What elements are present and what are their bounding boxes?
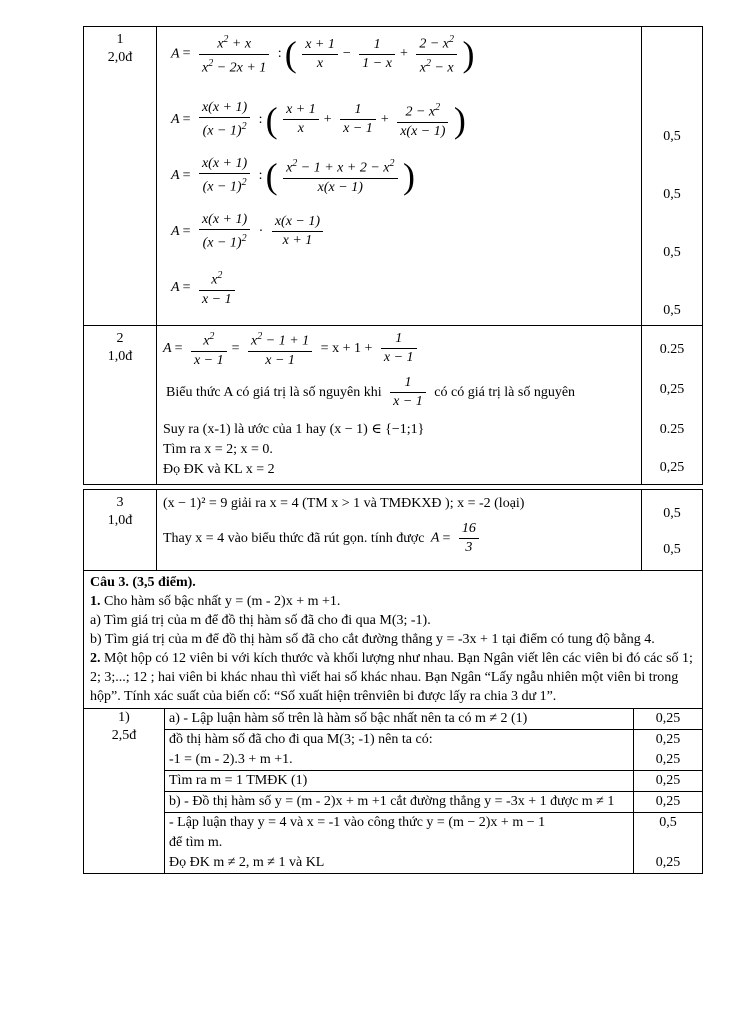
part2-number: 2 — [116, 331, 124, 346]
answer1-score-8: 0,25 — [655, 855, 681, 870]
cau3-a: a) Tìm giá trị của m để đồ thị hàm số đã cho đi qua M(3; -1). — [90, 613, 431, 628]
answer1-score-2: 0,25 — [655, 732, 681, 747]
answer1-number: 1) — [118, 710, 130, 725]
part2-score-4: 0,25 — [659, 460, 685, 475]
answer1-row-5: b) - Đồ thị hàm số y = (m - 2)x + m +1 cắt đường thẳng y = -3x + 1 được m ≠ 1 — [165, 792, 634, 813]
solution-table — [83, 26, 703, 709]
cau3-b: b) Tìm giá trị của m để đồ thị hàm số đã cho cắt đường thẳng y = -3x + 1 tại điểm có tung độ bằng 4. — [90, 632, 655, 647]
part3-working — [157, 490, 642, 571]
part2-line5: Đọ ĐK và KL x = 2 — [163, 462, 275, 477]
part1-working — [157, 27, 642, 326]
expr-step3: A = $\frac{x(x + 1)}{(x - 1)^2}$ · $\frac{x(x - 1)}{x + 1}$ — [171, 211, 641, 267]
answer1-row-4: Tìm ra m = 1 TMĐK (1) — [165, 771, 634, 792]
cau3-statement-row — [84, 571, 703, 709]
answer1-table — [83, 709, 703, 874]
answer1-row-3: -1 = (m - 2).3 + m +1. — [169, 752, 293, 767]
part2-row — [84, 326, 703, 485]
part3-number: 3 — [116, 495, 124, 510]
answer1-score-1: 0,25 — [634, 709, 703, 730]
answer1-row-8: Đọ ĐK m ≠ 2, m ≠ 1 và KL — [169, 855, 325, 870]
answer-sheet — [83, 26, 703, 874]
answer1-score-4: 0,25 — [634, 771, 703, 792]
cau3-p2: Một hộp có 12 viên bi với kích thước và khối lượng như nhau. Bạn Ngân viết lên các viên bi đó các số 1; 2; 3;...; 12 ; hai viên bi khác nhau thì viết hai số khác nhau. Bạn Ngân “Lấy ngẫu nhiên một viên bi trong hộp”. Tính xác suất của biến cố: “Số xuất hiện trênviên bi được lấy ra chia 3 dư 1”. — [90, 651, 693, 704]
answer1-score-3: 0,25 — [655, 752, 681, 767]
answer1-row-1: a) - Lập luận hàm số trên là hàm số bậc nhất nên ta có m ≠ 2 (1) — [165, 709, 634, 730]
answer1-score-5: 0,25 — [634, 792, 703, 813]
answer1-row-6: - Lập luận thay y = 4 và x = -1 vào công thức y = (m − 2)x + m − 1 — [169, 815, 546, 830]
part1-score-3: 0,5 — [663, 245, 681, 260]
part2-score-1: 0.25 — [659, 342, 685, 357]
expr-original: A = $\frac{x^2 + x}{x^2 - 2x + 1}$ :( $\frac{x + 1}{x}$ − $\frac{1}{1 - x}$ + $\frac{2 - x^2}{x^2 - x}$ ) — [171, 31, 641, 85]
part2-working — [157, 326, 642, 485]
expr-result: A = $\frac{x^2}{x - 1}$ — [171, 267, 641, 317]
cau3-statement: Câu 3. (3,5 điểm). 1. Cho hàm số bậc nhất y = (m - 2)x + m +1. a) Tìm giá trị của m để đồ thị hàm số đã cho đi qua M(3; -1). b) Tìm giá trị của m để đồ thị hàm số đã cho cắt đường thẳng y = -3x + 1 tại điểm có tung độ bằng 4. 2. Một hộp có 12 viên bi với kích thước và khối lượng như nhau. Bạn Ngân viết lên các viên bi đó các số 1; 2; 3;...; 12 ; hai viên bi khác nhau thì viết hai số khác nhau. Bạn Ngân “Lấy ngẫu nhiên một viên bi trong hộp”. Tính xác suất của biến cố: “Số xuất hiện trênviên bi được lấy ra chia 3 dư 1”. — [84, 571, 703, 709]
part2-line2: Biểu thức A có giá trị là số nguyên khi $\frac{1}{x - 1}$ có có giá trị là số nguyên — [166, 375, 576, 409]
part1-score-4: 0,5 — [663, 303, 681, 318]
cau3-title: Câu 3. (3,5 điểm). — [90, 575, 196, 590]
part2-line3: Suy ra (x-1) là ước của 1 hay (x − 1) ∈ {−1;1} — [163, 422, 425, 437]
part1-points: 2,0đ — [107, 50, 133, 65]
answer1-row-7: để tìm m. — [169, 835, 223, 850]
expr-step1: A = $\frac{x(x + 1)}{(x - 1)^2}$ :( $\frac{x + 1}{x}$ + $\frac{1}{x - 1}$ + $\frac{2 - x^2}{x(x - 1)}$ ) — [171, 99, 466, 140]
answer1-score-7 — [638, 833, 698, 853]
part3-score-2: 0,5 — [663, 542, 681, 557]
part3-row — [84, 490, 703, 571]
part3-line2: Thay x = 4 vào biểu thức đã rút gọn. tính được A = $\frac{16}{3}$ — [163, 520, 641, 566]
part2-score-2: 0,25 — [659, 382, 685, 397]
part1-number: 1 — [116, 32, 124, 47]
part2-line4: Tìm ra x = 2; x = 0. — [163, 442, 273, 457]
part2-score-3: 0.25 — [659, 422, 685, 437]
answer1-score-6: 0,5 — [659, 815, 677, 830]
part1-row — [84, 27, 703, 326]
part3-line1: (x − 1)² = 9 giải ra x = 4 (TM x > 1 và TMĐKXĐ ); x = -2 (loại) — [163, 496, 525, 511]
part3-points: 1,0đ — [107, 513, 133, 528]
expr-step2: A = $\frac{x(x + 1)}{(x - 1)^2}$ :( $\frac{x^2 - 1 + x + 2 - x^2}{x(x - 1)}$ ) — [171, 155, 415, 196]
part2-points: 1,0đ — [107, 349, 133, 364]
answer1-points: 2,5đ — [111, 728, 137, 743]
answer1-row-2: đồ thị hàm số đã cho đi qua M(3; -1) nên ta có: — [169, 732, 433, 747]
part1-score-2: 0,5 — [663, 187, 681, 202]
part2-expr: A = $\frac{x^2}{x - 1}$ = $\frac{x^2 - 1 + 1}{x - 1}$ = x + 1 + $\frac{1}{x - 1}$ — [163, 328, 641, 374]
cau3-p1: Cho hàm số bậc nhất y = (m - 2)x + m +1. — [104, 594, 341, 609]
part3-score-1: 0,5 — [663, 506, 681, 521]
part1-score-1: 0,5 — [663, 129, 681, 144]
